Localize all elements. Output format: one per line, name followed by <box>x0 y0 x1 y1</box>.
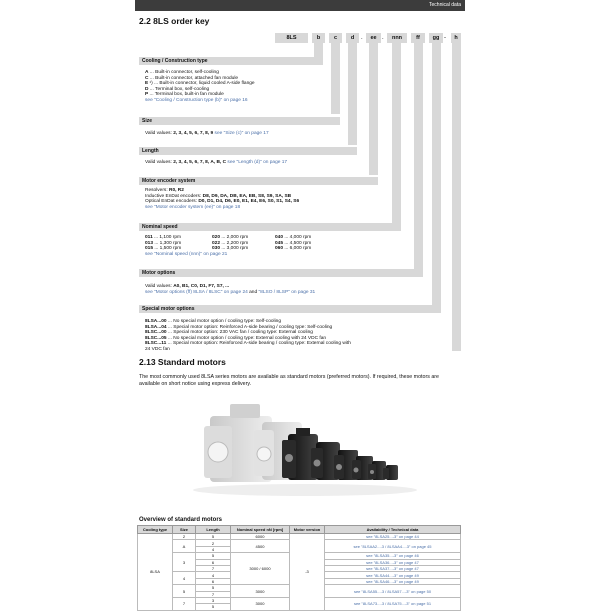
cooling-line: P ... Terminal box, built-in fan module <box>145 92 224 98</box>
speed-item: 013 ... 1,300 rpm <box>145 240 182 246</box>
section-cooling-title: Cooling / Construction type <box>139 57 323 65</box>
length-cell: 6 <box>196 559 231 565</box>
length-cell: 5 <box>196 534 231 540</box>
cooling-line: C ... Built-in connector, attached fan module <box>145 75 239 81</box>
availability-link[interactable]: see "8LSA25...-3" on page 44 <box>325 534 461 540</box>
col-header: Nominal speed nN [rpm] <box>231 526 290 534</box>
version-cell: -3 <box>290 534 325 611</box>
length-values: Valid values: 2, 3, 4, 5, 6, 7, 8, A, B, C see "Length (d)" on page 17 <box>145 160 288 165</box>
availability-link[interactable]: see "8LSA37...-3" on page 47 <box>325 565 461 571</box>
options-link-8lsa[interactable]: see "Motor options (ff) 8LSA / 8LSC" on page 24 <box>145 289 248 295</box>
key-box-ee: ee <box>366 33 381 43</box>
key-box-nnn: nnn <box>387 33 407 43</box>
key-box-b: b <box>312 33 325 43</box>
speed-link[interactable]: see "Nominal speed (nnn)" on page 21 <box>145 251 228 257</box>
key-separator: . <box>382 35 384 41</box>
col-header: Size <box>173 526 196 534</box>
size-cell: 7 <box>173 597 196 610</box>
speed-item: 011 ... 1,100 rpm <box>145 235 182 240</box>
availability-link[interactable]: see "8LSA46...-3" on page 49 <box>325 578 461 584</box>
cooling-link[interactable]: see "Cooling / Construction type (b)" on page 16 <box>145 98 248 103</box>
col-header: Motor version <box>290 526 325 534</box>
length-link[interactable]: see "Length (d)" on page 17 <box>227 160 288 165</box>
special-line: 8LSC...00 ... Special motor option: 230 VAC fan / cooling type: External cooling <box>145 330 313 336</box>
connector-line-b <box>314 43 323 57</box>
key-box-c: c <box>329 33 342 43</box>
standard-motors-paragraph: The most commonly used 8LSA series motors are available as standard motors (preferred motors). If required, these motors are available on short notice using express delivery. <box>139 374 439 387</box>
standard-motors-title: 2.13 Standard motors <box>139 357 226 367</box>
speed-item: 022 ... 2,200 rpm <box>212 240 249 246</box>
section-encoder-title: Motor encoder system <box>139 177 378 185</box>
section-length-title: Length <box>139 147 357 155</box>
availability-link[interactable]: see "8LSA73...-3 / 8LSA75...-3" on page 51 <box>325 597 461 610</box>
special-line: 8LSC...11 ... Special motor option: Reinforced A-side bearing / cooling type: External cooling with <box>145 341 351 347</box>
speed-item: 040 ... 4,000 rpm <box>275 235 312 240</box>
speed-item: 030 ... 3,000 rpm <box>212 246 249 252</box>
length-cell: 4 <box>196 572 231 578</box>
key-box-8ls: 8LS <box>275 33 308 43</box>
speed-item: 020 ... 2,000 rpm <box>212 235 249 240</box>
options-link-8lso[interactable]: "8LSO / 8LSP" on page 31 <box>258 289 316 295</box>
key-box-d: d <box>346 33 359 43</box>
availability-link[interactable]: see "8LSA35...-3" on page 46 <box>325 553 461 559</box>
cooling-line: A ... Built-in connector, self-cooling <box>145 70 219 75</box>
order-key-title: 2.2 8LS order key <box>139 16 210 26</box>
connector-line-ee <box>369 43 378 175</box>
connector-line-ff <box>414 43 423 269</box>
cooling-line: E ¹) ... Built-in connector, liquid cooled A-side flange <box>145 81 255 87</box>
size-cell: 3 <box>173 553 196 572</box>
special-line: 8LSC...05 ... No special motor option / cooling type: External cooling with 24 VDC fan <box>145 335 327 341</box>
key-box-gg: gg <box>429 33 443 43</box>
cooling-cell: 8LSA <box>138 534 173 611</box>
speed-cell: 3000 / 6000 <box>231 553 290 585</box>
size-link[interactable]: see "Size (c)" on page 17 <box>214 131 269 136</box>
encoder-optical: Optical EnDat encoders: D0, D1, D4, D6, E0, E1, E4, E6, S0, S1, S4, S6 <box>145 199 300 205</box>
availability-link[interactable]: see "8LSA55...-3 / 8LSA57...-3" on page 50 <box>325 585 461 598</box>
special-line: 24 VDC fan <box>145 347 170 352</box>
speed-item: 015 ... 1,500 rpm <box>145 246 182 252</box>
connector-line-gg <box>432 43 441 305</box>
length-cell: 7 <box>196 591 231 597</box>
standard-motors-table <box>137 525 461 611</box>
options-values: Valid values: A0, B1, C0, D1, F7, S7, ... <box>145 284 230 289</box>
size-values: Valid values: 2, 3, 4, 5, 6, 7, 8, 9 see "Size (c)" on page 17 <box>145 131 269 136</box>
size-cell: 2 <box>173 534 196 540</box>
speed-cell: 3000 <box>231 597 290 610</box>
availability-link[interactable]: see "8LSA44...-3" on page 49 <box>325 572 461 578</box>
length-cell: 2 <box>196 540 231 546</box>
col-header: Availability / Technical data <box>325 526 461 534</box>
special-line: 8LSA...00 ... No special motor option / cooling type: Self-cooling <box>145 319 281 324</box>
key-box-h: h <box>451 33 461 43</box>
size-cell: A <box>173 540 196 553</box>
length-cell: 5 <box>196 604 231 610</box>
connector-line-nnn <box>392 43 401 223</box>
key-separator: . <box>361 35 363 41</box>
length-cell: 6 <box>196 578 231 584</box>
key-separator: - <box>444 35 446 41</box>
section-speed-title: Nominal speed <box>139 223 401 231</box>
cooling-line: D ... Terminal box, self-cooling <box>145 86 210 92</box>
encoder-link[interactable]: see "Motor encoder system (ee)" on page 18 <box>145 204 241 210</box>
connector-line-c <box>331 43 340 114</box>
page-header-bar <box>135 0 465 11</box>
encoder-resolvers: Resolvers: R0, R2 <box>145 188 184 193</box>
key-box-ff: ff <box>411 33 425 43</box>
speed-cell: 6000 <box>231 534 290 540</box>
motor-product-photo <box>190 398 420 498</box>
overview-title: Overview of standard motors <box>139 517 223 523</box>
col-header: Length <box>196 526 231 534</box>
special-line: 8LSA...04 ... Special motor option: Reinforced A-side bearing / cooling type: Self-cooling <box>145 324 333 330</box>
speed-item: 045 ... 4,500 rpm <box>275 240 312 246</box>
length-cell: 5 <box>196 585 231 591</box>
encoder-inductive: Inductive EnDat encoders: D8, D9, DA, DB, EA, EB, S8, S9, SA, SB <box>145 193 292 199</box>
options-links: see "Motor options (ff) 8LSA / 8LSC" on page 24 and "8LSO / 8LSP" on page 31 <box>145 289 316 295</box>
length-cell: 7 <box>196 565 231 571</box>
speed-cell: 3000 <box>231 585 290 598</box>
section-size-title: Size <box>139 117 340 125</box>
size-cell: 5 <box>173 585 196 598</box>
section-special-title: Special motor options <box>139 305 441 313</box>
header-section-label: Technical data <box>429 2 461 8</box>
speed-cell: 4500 <box>231 540 290 553</box>
availability-link[interactable]: see "8LSA36...-3" on page 47 <box>325 559 461 565</box>
length-cell: 5 <box>196 553 231 559</box>
section-options-title: Motor options <box>139 269 423 277</box>
length-cell: 3 <box>196 597 231 603</box>
connector-line-h <box>452 43 461 351</box>
connector-line-d <box>348 43 357 145</box>
availability-link[interactable]: see "8LSAA2...-3 / 8LSAA4...-3" on page 45 <box>325 540 461 553</box>
speed-item: 060 ... 6,000 rpm <box>275 246 312 252</box>
length-cell: 4 <box>196 546 231 552</box>
size-cell: 4 <box>173 572 196 585</box>
col-header: Cooling type <box>138 526 173 534</box>
